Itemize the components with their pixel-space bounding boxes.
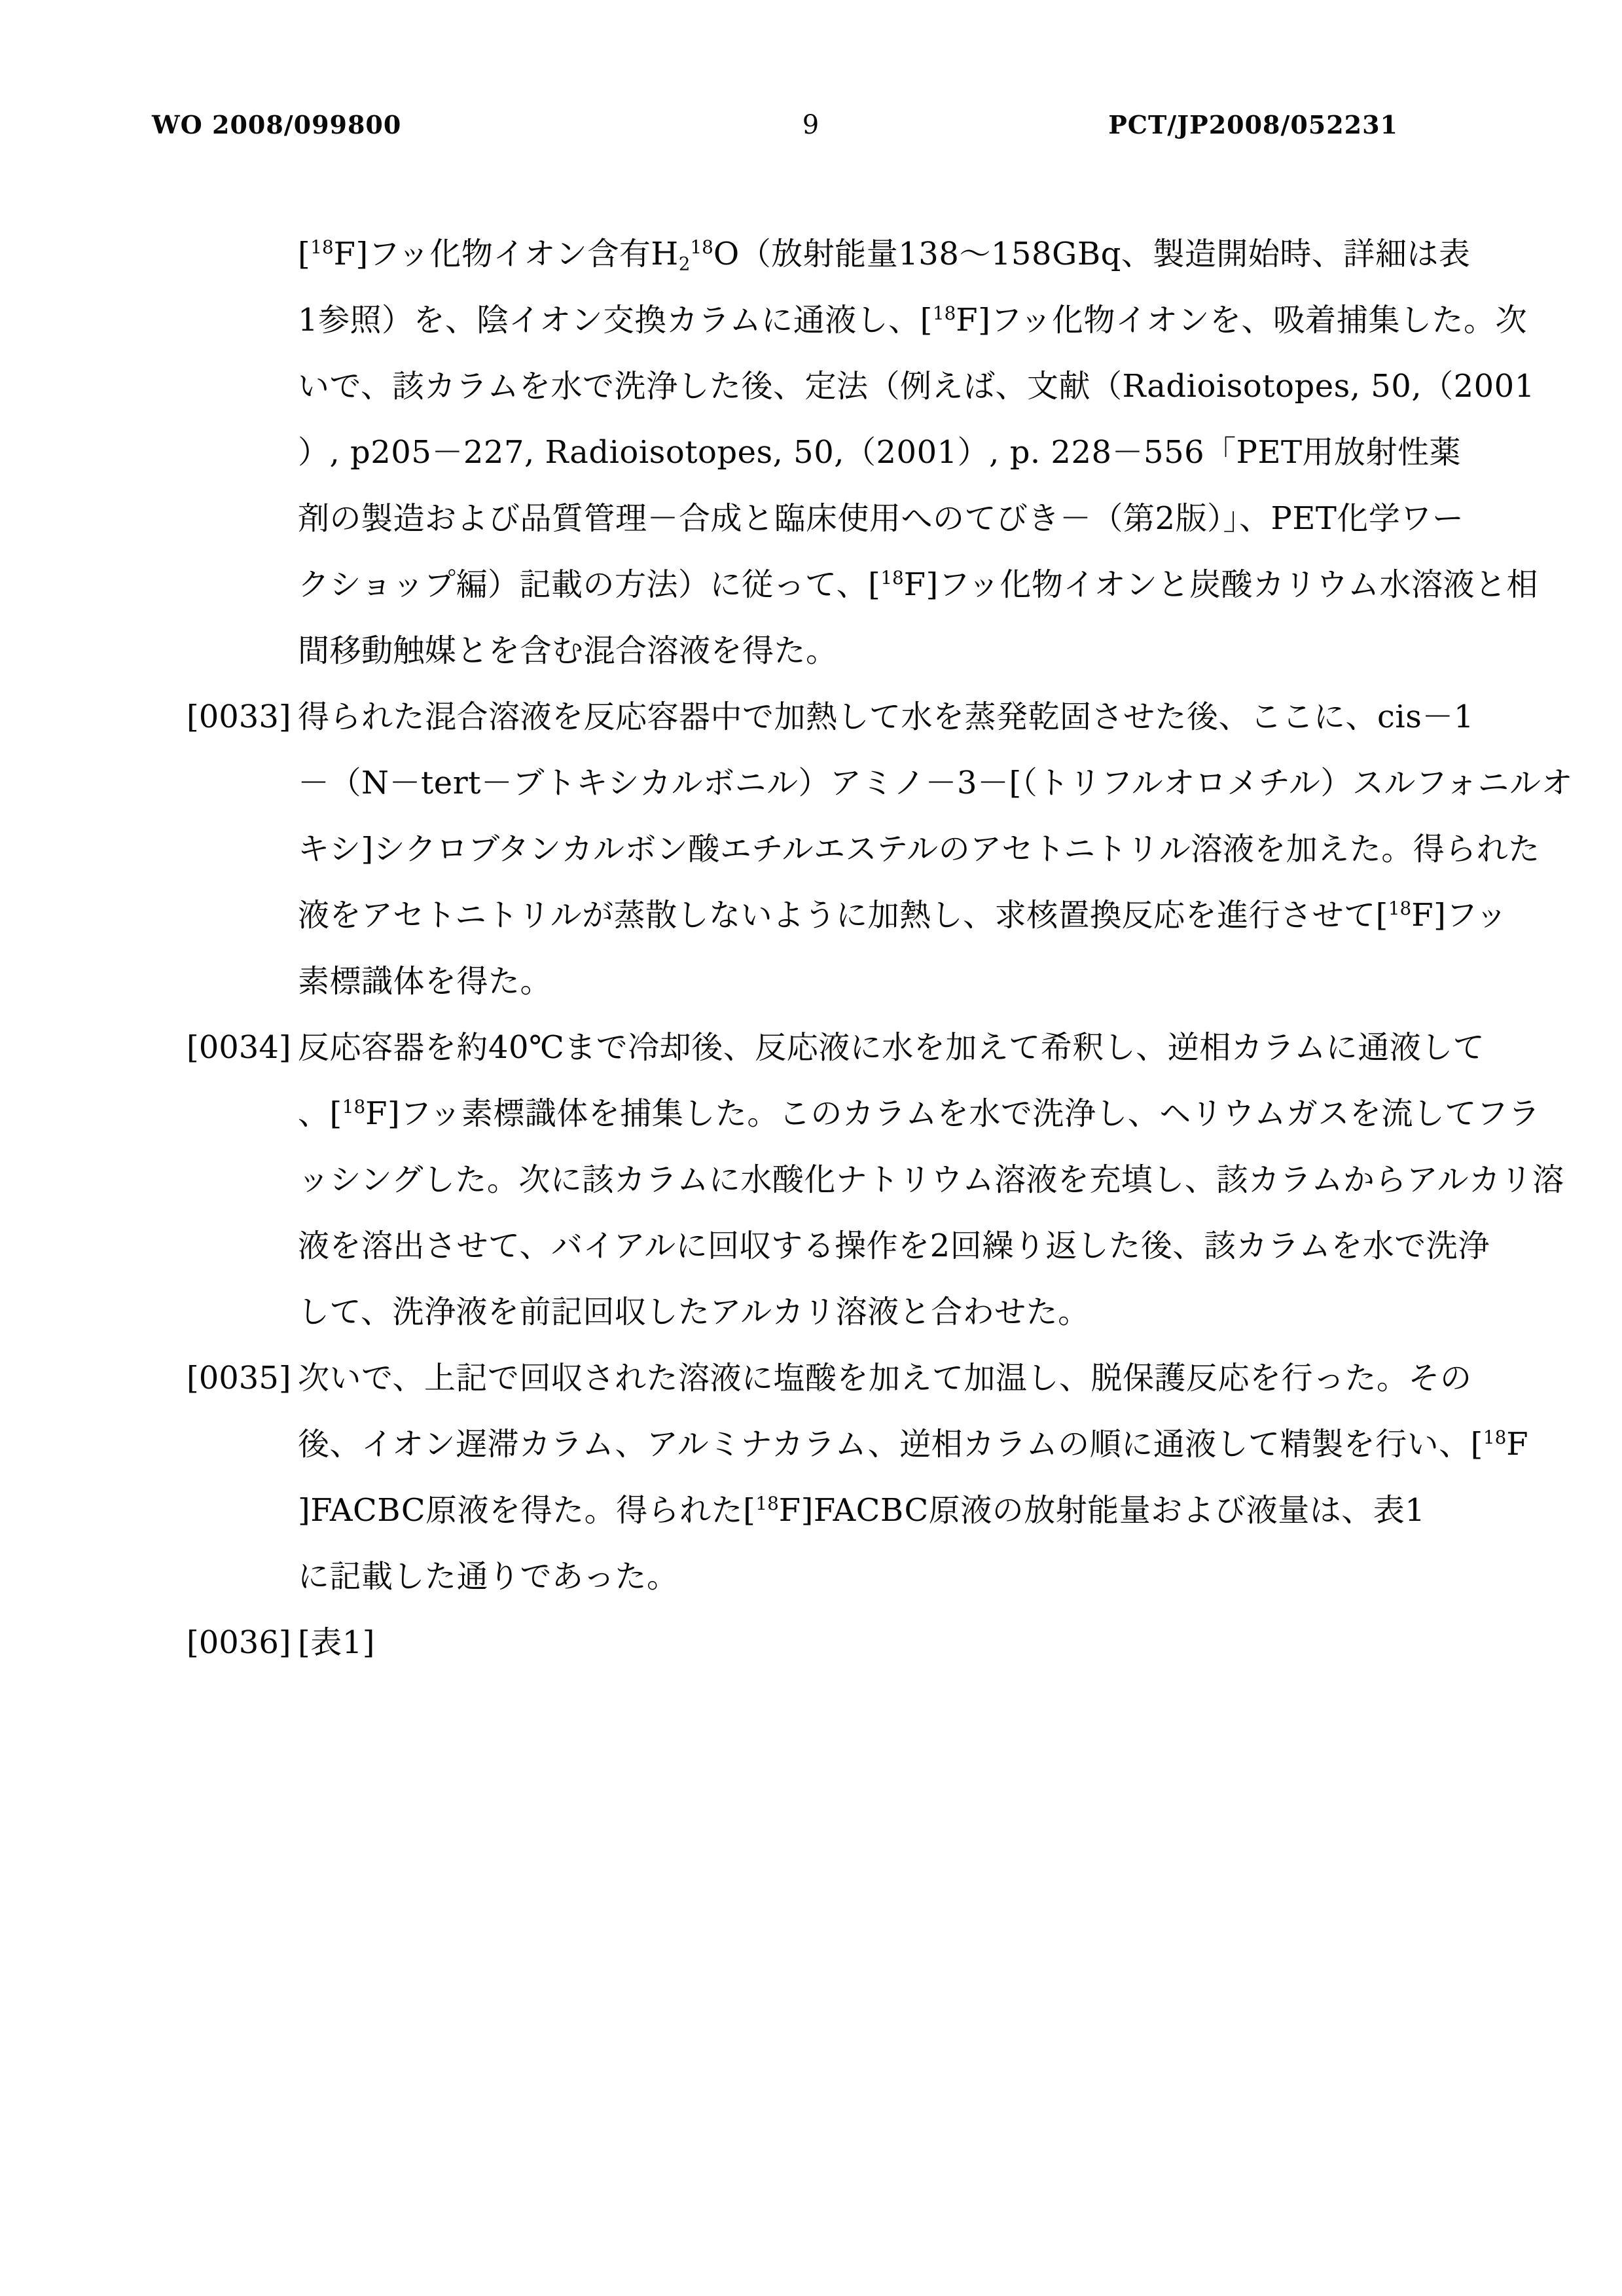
text-run: 、[ — [298, 1095, 342, 1132]
paragraph-text — [298, 221, 1538, 684]
text-line — [298, 816, 1540, 883]
text-run: F]フッ化物イオンと炭酸カリウム水溶液と相 — [903, 566, 1538, 603]
text-line — [298, 949, 1450, 1015]
page-number: 9 — [802, 110, 820, 140]
text-run: 素標識体を得た。 — [298, 963, 552, 1000]
text-line — [298, 750, 1573, 816]
paragraph-number: [0034] — [187, 1029, 291, 1066]
sup-run: 18 — [755, 1492, 779, 1514]
text-run: 剤の製造および品質管理－合成と臨床使用へのてびき－（第2版）」、PET化学ワー — [298, 500, 1464, 537]
paragraph — [187, 1610, 1450, 1676]
document-body — [187, 221, 1573, 1676]
text-run: ッシングした。次に該カラムに水酸化ナトリウム溶液を充填し、該カラムからアルカリ溶 — [298, 1161, 1564, 1198]
text-run: ）, p205－227, Radioisotopes, 50,（2001）, p. 228－556「PET用放射性薬 — [298, 434, 1462, 471]
paragraph-text — [298, 1345, 1529, 1610]
text-line — [298, 1610, 1450, 1676]
text-run: ]FACBC原液を得た。得られた[ — [298, 1492, 756, 1529]
paragraph-text — [298, 1015, 1564, 1345]
text-line — [298, 1147, 1564, 1213]
text-line — [298, 420, 1462, 486]
text-run: キシ]シクロブタンカルボン酸エチルエステルのアセトニトリル溶液を加えた。得られた — [298, 831, 1540, 867]
paragraph — [187, 1345, 1529, 1610]
text-run: F]フッ化物イオン含有H — [333, 236, 679, 272]
text-run: 次いで、上記で回収された溶液に塩酸を加えて加温し、脱保護反応を行った。その — [298, 1360, 1472, 1396]
text-run: －（N－tert－ブトキシカルボニル）アミノ－3－[（トリフルオロメチル）スルフォニルオ — [298, 765, 1573, 801]
text-run: O（放射能量138～158GBq、製造開始時、詳細は表 — [713, 236, 1471, 272]
text-run: F]FACBC原液の放射能量および液量は、表1 — [778, 1492, 1426, 1529]
paragraph — [298, 221, 1538, 684]
text-line — [298, 486, 1464, 552]
paragraph — [187, 684, 1573, 1015]
text-line — [298, 354, 1535, 420]
text-line — [298, 221, 1471, 287]
text-line — [298, 1279, 1450, 1345]
text-line — [298, 618, 1450, 684]
text-run: 得られた混合溶液を反応容器中で加熱して水を蒸発乾固させた後、ここに、cis－1 — [298, 699, 1474, 735]
sup-run: 18 — [932, 302, 956, 324]
text-line — [298, 1345, 1472, 1412]
text-run: 間移動触媒とを含む混合溶液を得た。 — [298, 632, 838, 669]
text-run: [ — [298, 236, 311, 272]
text-run: クショップ編）記載の方法）に従って、[ — [298, 566, 881, 603]
text-line — [298, 883, 1507, 949]
text-run: F]フッ素標識体を捕集した。このカラムを水で洗浄し、ヘリウムガスを流してフラ — [365, 1095, 1540, 1132]
text-run: いで、該カラムを水で洗浄した後、定法（例えば、文献（Radioisotopes, 50,（2001 — [298, 368, 1535, 405]
text-run: [表1] — [298, 1624, 375, 1661]
sup-run: 18 — [310, 236, 334, 258]
sup-run: 18 — [880, 566, 904, 589]
paragraph-text — [298, 1610, 1450, 1676]
sub-run: 2 — [678, 253, 691, 275]
paragraph — [187, 1015, 1564, 1345]
text-run: F — [1506, 1426, 1529, 1463]
text-run: 液を溶出させて、バイアルに回収する操作を2回繰り返した後、該カラムを水で洗浄 — [298, 1228, 1490, 1264]
text-line — [298, 1081, 1540, 1147]
text-line — [298, 684, 1474, 750]
publication-number: WO 2008/099800 — [152, 110, 402, 139]
text-run: して、洗浄液を前記回収したアルカリ溶液と合わせた。 — [298, 1294, 1090, 1330]
application-number: PCT/JP2008/052231 — [1108, 110, 1398, 139]
text-run: に記載した通りであった。 — [298, 1558, 679, 1595]
text-line — [298, 1412, 1529, 1478]
sup-run: 18 — [1483, 1426, 1507, 1448]
paragraph-text — [298, 684, 1573, 1015]
paragraph-number: [0036] — [187, 1624, 291, 1661]
text-line — [298, 1213, 1490, 1279]
paragraph-number: [0033] — [187, 699, 291, 735]
sup-run: 18 — [1388, 897, 1412, 919]
text-line — [298, 1478, 1450, 1544]
text-line — [298, 1544, 1450, 1610]
sup-run: 18 — [690, 236, 713, 258]
text-run: 後、イオン遅滞カラム、アルミナカラム、逆相カラムの順に通液して精製を行い、[ — [298, 1426, 1483, 1463]
sup-run: 18 — [342, 1095, 366, 1118]
paragraph-number: [0035] — [187, 1360, 291, 1396]
text-line — [298, 287, 1528, 354]
text-line — [298, 1015, 1485, 1081]
text-run: 液をアセトニトリルが蒸散しないように加熱し、求核置換反応を進行させて[ — [298, 897, 1388, 934]
text-run: F]フッ — [1411, 897, 1507, 934]
text-run: 1参照）を、陰イオン交換カラムに通液し、[ — [298, 302, 933, 338]
text-run: F]フッ化物イオンを、吸着捕集した。次 — [956, 302, 1528, 338]
text-run: 反応容器を約40℃まで冷却後、反応液に水を加えて希釈し、逆相カラムに通液して — [298, 1029, 1485, 1066]
text-line — [298, 552, 1538, 618]
